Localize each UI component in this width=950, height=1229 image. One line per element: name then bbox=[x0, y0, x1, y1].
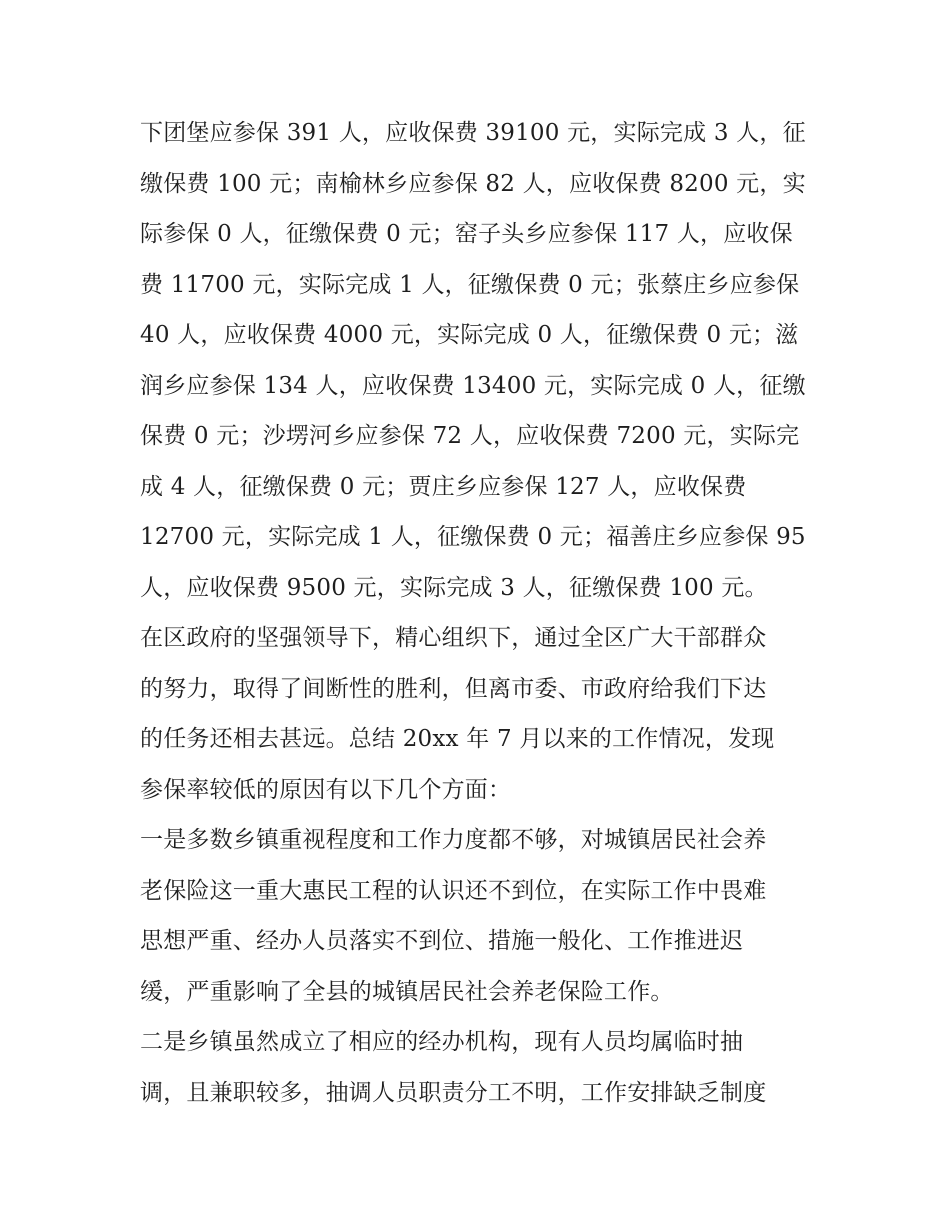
paragraph-start-line: 一是多数乡镇重视程度和工作力度都不够，对城镇居民社会养 bbox=[140, 827, 767, 853]
text-line: 的任务还相去甚远。总结 20xx 年 7 月以来的工作情况，发现 bbox=[140, 726, 775, 752]
paragraph-start-line: 二是乡镇虽然成立了相应的经办机构，现有人员均属临时抽 bbox=[140, 1029, 744, 1055]
text-line: 老保险这一重大惠民工程的认识还不到位，在实际工作中畏难 bbox=[140, 877, 767, 904]
text-line: 际参保 0 人，征缴保费 0 元；窑子头乡应参保 117 人，应收保 bbox=[140, 221, 793, 247]
paragraph-start-line: 在区政府的坚强领导下，精心组织下，通过全区广大干部群众 bbox=[140, 625, 767, 651]
text-line: 思想严重、经办人员落实不到位、措施一般化、工作推进迟 bbox=[140, 928, 744, 954]
text-line: 成 4 人，征缴保费 0 元；贾庄乡应参保 127 人，应收保费 bbox=[140, 473, 747, 500]
text-line: 费 11700 元，实际完成 1 人，征缴保费 0 元；张蔡庄乡应参保 bbox=[140, 271, 800, 298]
text-line: 缓，严重影响了全县的城镇居民社会养老保险工作。 bbox=[140, 978, 674, 1005]
text-line: 保费 0 元；沙塄河乡应参保 72 人，应收保费 7200 元，实际完 bbox=[140, 423, 800, 449]
text-line: 参保率较低的原因有以下几个方面： bbox=[140, 776, 512, 803]
text-line: 12700 元，实际完成 1 人，征缴保费 0 元；福善庄乡应参保 95 bbox=[140, 524, 806, 550]
text-line: 润乡应参保 134 人，应收保费 13400 元，实际完成 0 人，征缴 bbox=[140, 372, 806, 399]
text-line: 人，应收保费 9500 元，实际完成 3 人，征缴保费 100 元。 bbox=[140, 574, 768, 601]
text-line: 40 人，应收保费 4000 元，实际完成 0 人，征缴保费 0 元；滋 bbox=[140, 322, 799, 348]
text-line: 的努力，取得了间断性的胜利，但离市委、市政府给我们下达 bbox=[140, 675, 767, 702]
document-body bbox=[140, 108, 820, 1118]
text-line: 缴保费 100 元；南榆林乡应参保 82 人，应收保费 8200 元，实 bbox=[140, 170, 806, 197]
text-line: 下团堡应参保 391 人，应收保费 39100 元，实际完成 3 人，征 bbox=[140, 120, 806, 146]
text-line: 调，且兼职较多，抽调人员职责分工不明，工作安排缺乏制度 bbox=[140, 1079, 767, 1106]
